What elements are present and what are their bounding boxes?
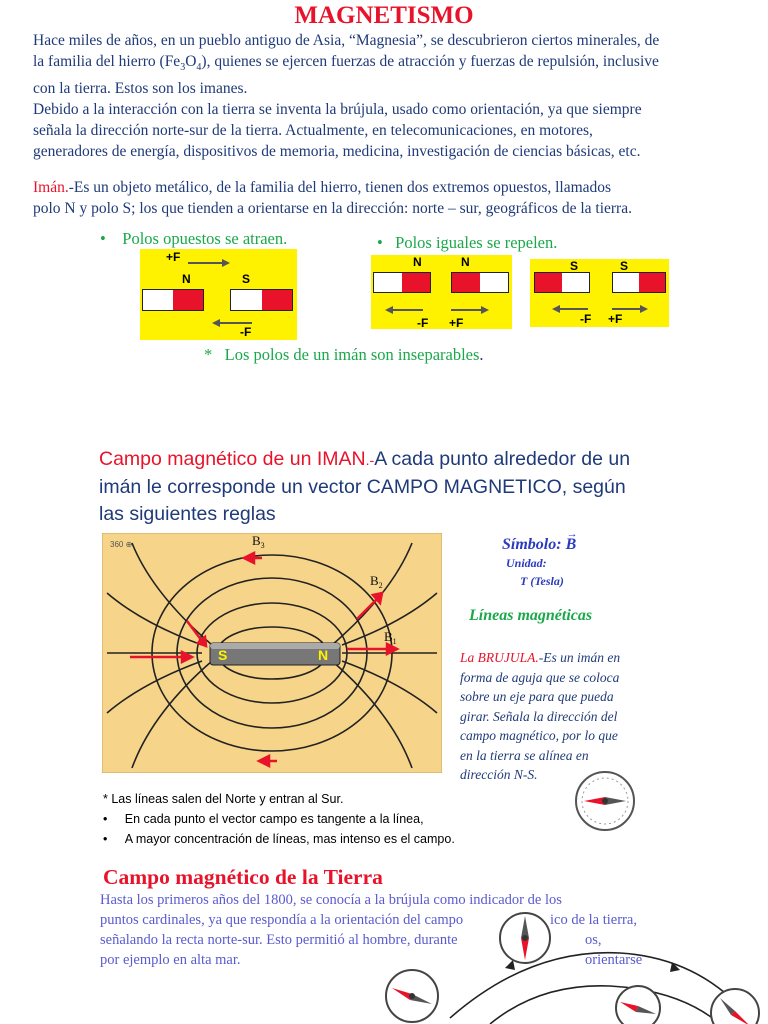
force-plus-label: +F bbox=[449, 316, 464, 330]
intro-line: con la tierra. Estos son los imanes. bbox=[33, 80, 248, 98]
intro-paragraph-1 bbox=[33, 30, 753, 99]
pole-n-label: N bbox=[413, 255, 422, 269]
bullet-opuestos: • Polos opuestos se atraen. bbox=[100, 229, 288, 248]
magnet-left bbox=[373, 272, 431, 293]
campo-iman-line: imán le corresponde un vector CAMPO MAGNETICO, según bbox=[99, 476, 626, 498]
compass-icon bbox=[386, 970, 438, 1022]
magnet-left bbox=[534, 272, 590, 293]
brujula-paragraph: La BRUJULA.-Es un imán en forma de aguja que se coloca sobre un eje para que pueda girar. Señala la dirección del campo magnético, por lo que en la tierra se alínea en dirección N-S. bbox=[460, 650, 621, 782]
magnet-right bbox=[451, 272, 509, 293]
campo-iman-heading: Campo magnético de un IMAN bbox=[99, 448, 366, 470]
vector-arrow-icon: → bbox=[566, 528, 578, 540]
pole-n-label: N bbox=[318, 647, 329, 663]
intro-line: señala la dirección norte-sur de la tierra. Actualmente, en telecomunicaciones, en motores, bbox=[33, 122, 593, 139]
intro-line: generadores de energía, dispositivos de memoria, medicina, investigación de ciencias básicas, etc. bbox=[33, 143, 641, 160]
magnet-right bbox=[612, 272, 666, 293]
list-item: • A mayor concentración de líneas, mas intenso es el campo. bbox=[103, 832, 455, 846]
iman-def-line2: polo N y polo S; los que tienden a orientarse en la dirección: norte – sur, geográficos de la tierra. bbox=[33, 200, 632, 217]
compass-icon bbox=[616, 986, 660, 1024]
force-plus-label: +F bbox=[166, 250, 181, 264]
pole-s-label: S bbox=[570, 259, 579, 273]
intro-paragraph-2 bbox=[33, 99, 753, 162]
magnet-left bbox=[142, 289, 204, 311]
force-plus-label: +F bbox=[608, 312, 623, 326]
bullet-iguales: • Polos iguales se repelen. bbox=[377, 233, 558, 252]
attraction-panel bbox=[140, 249, 297, 340]
pole-s-label: S bbox=[218, 647, 228, 663]
svg-text:360 ⊕: 360 ⊕ bbox=[110, 540, 133, 549]
pole-n-label: N bbox=[461, 255, 470, 269]
force-arrow-right-icon bbox=[451, 306, 489, 314]
magnet-field-diagram bbox=[102, 533, 442, 773]
compass-icon bbox=[570, 770, 640, 832]
brujula-term: La BRUJULA bbox=[460, 650, 536, 665]
repel-n-panel bbox=[371, 255, 512, 329]
tierra-paragraph: Hasta los primeros años del 1800, se conocía a la brújula como indicador de los puntos cardinales, ya que respondía a la orientación del campo ico de la tierra, señalando la recta norte-sur. Esto permitió al hombre, durante os, orientarse por ejemplo en alta mar. bbox=[100, 892, 643, 968]
unidad-label: Unidad: bbox=[506, 556, 547, 570]
compass-icon bbox=[500, 913, 550, 963]
list-item: • En cada punto el vector campo es tangente a la línea, bbox=[103, 812, 424, 826]
intro-line: Debido a la interacción con la tierra se inventa la brújula, usado como orientación, ya que siempre bbox=[33, 101, 642, 118]
list-item: * Las líneas salen del Norte y entran al Sur. bbox=[103, 792, 344, 806]
field-rules-list bbox=[103, 789, 563, 849]
force-minus-label: -F bbox=[417, 316, 429, 330]
campo-iman-line: las siguientes reglas bbox=[99, 503, 276, 525]
force-minus-label: -F bbox=[580, 312, 592, 326]
intro-line: Hace miles de años, en un pueblo antiguo de Asia, “Magnesia”, se descubrieron ciertos minerales, de bbox=[33, 32, 660, 49]
force-arrow-left-icon bbox=[385, 306, 423, 314]
tesla-label: T (Tesla) bbox=[520, 574, 564, 588]
page-title: MAGNETISMO bbox=[294, 2, 474, 29]
repel-s-panel bbox=[530, 259, 669, 327]
b2-vector-label: $B_2$ bbox=[370, 573, 383, 590]
b1-vector-label: $B_1$ bbox=[384, 629, 397, 646]
intro-line: la familia del hierro $(Fe_3O_4)$, quienes se ejercen fuerzas de atracción y fuerzas de repulsión, inclusive bbox=[33, 53, 659, 74]
magnet-right bbox=[230, 289, 293, 311]
pole-s-label: S bbox=[620, 259, 629, 273]
simbolo-label: Símbolo: → B bbox=[502, 528, 578, 553]
pole-n-label: N bbox=[182, 272, 191, 286]
earth-field-illustration bbox=[380, 908, 768, 1024]
compass-icon bbox=[711, 989, 759, 1024]
iman-term: Imán. bbox=[33, 179, 69, 196]
note-inseparables: * Los polos de un imán son inseparables. bbox=[204, 345, 484, 364]
force-arrow-right-icon bbox=[188, 259, 230, 267]
tierra-heading: Campo magnético de la Tierra bbox=[103, 865, 383, 889]
lineas-magneticas-label: Líneas magnéticas bbox=[469, 607, 593, 624]
pole-s-label: S bbox=[242, 272, 251, 286]
campo-iman-section: Campo magnético de un IMAN.-A cada punto alrededor de un imán le corresponde un vector CAMPO MAGNETICO, según las siguientes reglas bbox=[99, 446, 699, 528]
b3-vector-label: $B_3$ bbox=[252, 533, 265, 550]
iman-def: -Es un objeto metálico, de la familia del hierro, tienen dos extremos opuestos, llamados bbox=[68, 179, 612, 196]
iman-definition bbox=[33, 177, 753, 219]
force-minus-label: -F bbox=[240, 325, 252, 339]
